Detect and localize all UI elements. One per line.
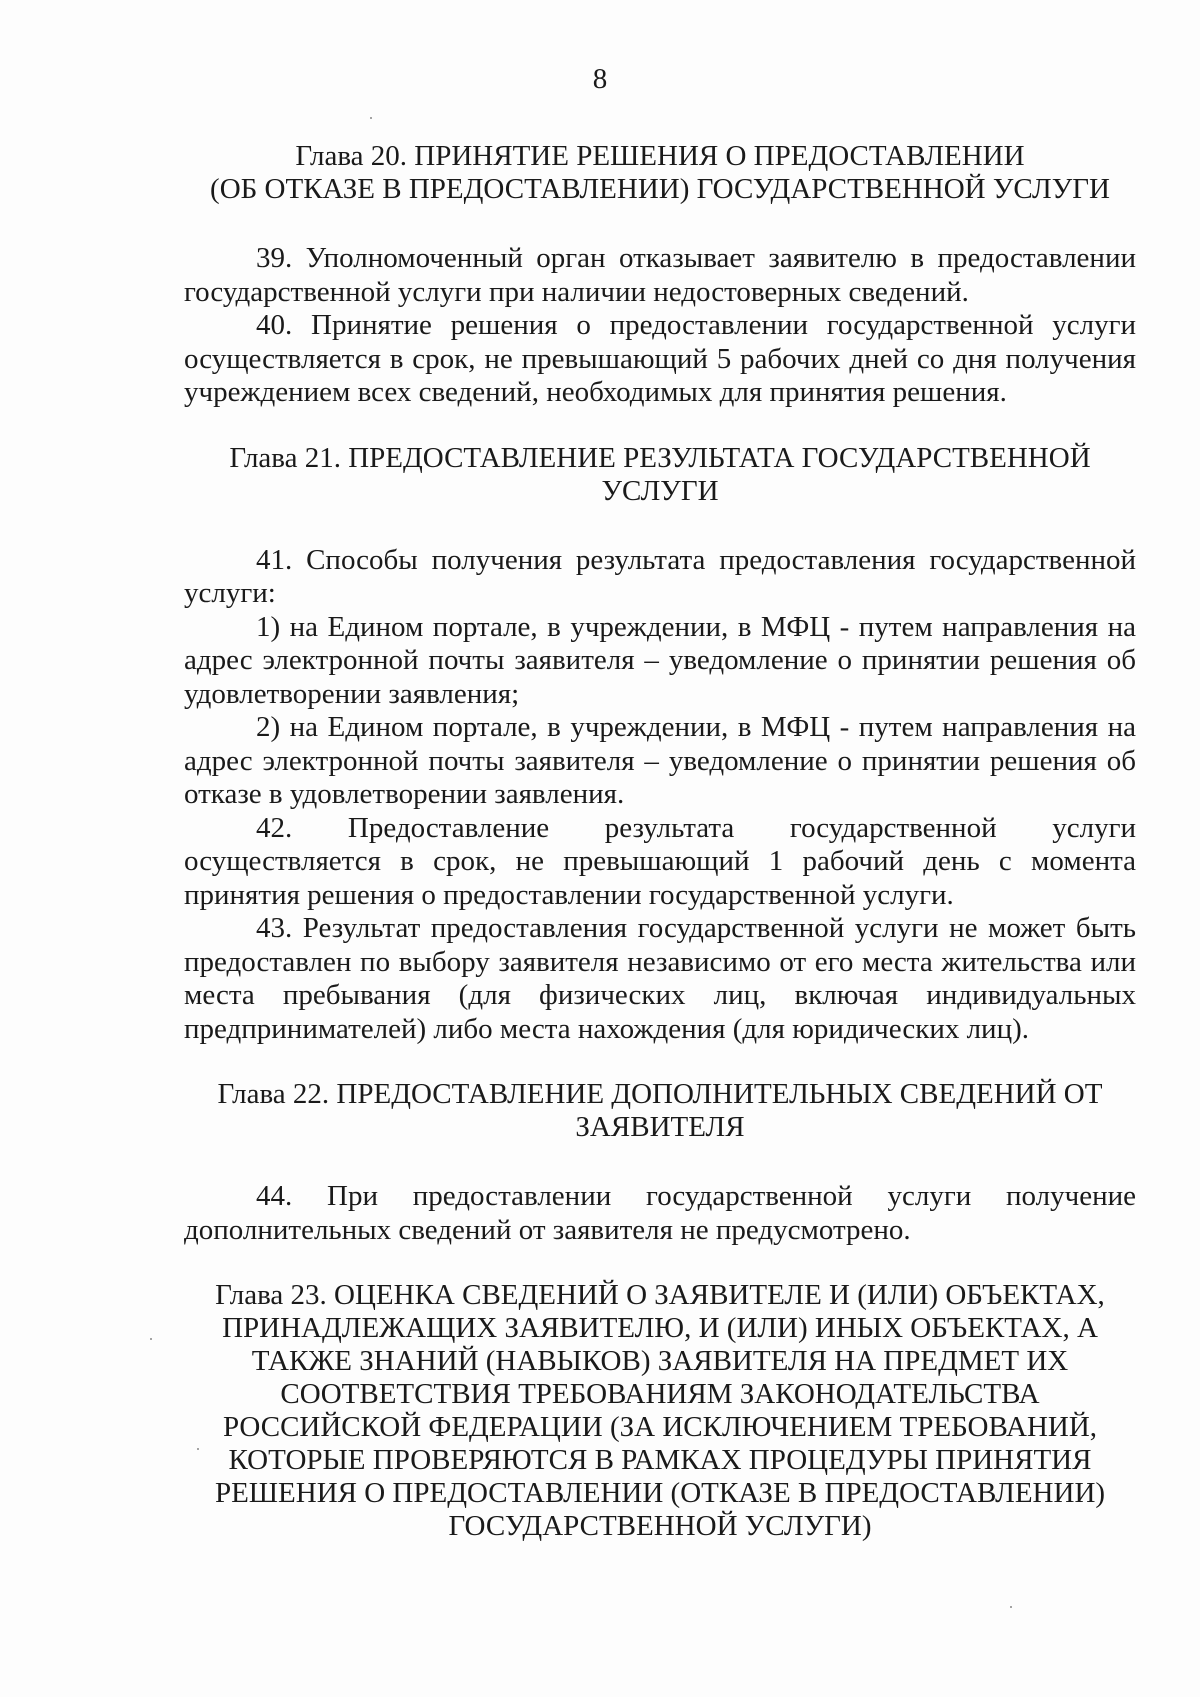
chapter-23-heading — [184, 1279, 1136, 1543]
heading-line: ГОСУДАРСТВЕННОЙ УСЛУГИ) — [448, 1510, 872, 1542]
paragraph-43: 43. Результат предоставления государственной услуги не может быть предоставлен по выбору заявителя независимо от его места жительства или места пребывания (для физических лиц, включая индивидуальных предпринимателей) либо места нахождения (для юридических лиц). — [184, 912, 1136, 1045]
scan-speck — [150, 1338, 152, 1340]
heading-line: Глава 23. ОЦЕНКА СВЕДЕНИЙ О ЗАЯВИТЕЛЕ И (ИЛИ) ОБЪЕКТАХ, — [215, 1279, 1105, 1311]
scan-speck — [1010, 1606, 1012, 1608]
heading-line: УСЛУГИ — [601, 474, 719, 507]
paragraph-41-item-1: 1) на Едином портале, в учреждении, в МФЦ - путем направления на адрес электронной почты заявителя – уведомление о принятии решения об удовлетворении заявления; — [184, 610, 1136, 710]
heading-line: СООТВЕТСТВИЯ ТРЕБОВАНИЯМ ЗАКОНОДАТЕЛЬСТВА — [280, 1378, 1040, 1410]
chapter-22-heading — [184, 1078, 1136, 1144]
paragraph-39: 39. Уполномоченный орган отказывает заявителю в предоставлении государственной услуги при наличии недостоверных сведений. — [184, 242, 1136, 308]
heading-line: (ОБ ОТКАЗЕ В ПРЕДОСТАВЛЕНИИ) ГОСУДАРСТВЕННОЙ УСЛУГИ — [210, 173, 1110, 205]
paragraph-41-item-2: 2) на Едином портале, в учреждении, в МФЦ - путем направления на адрес электронной почты заявителя – уведомление о принятии решения об отказе в удовлетворении заявления. — [184, 711, 1136, 810]
heading-line: Глава 21. ПРЕДОСТАВЛЕНИЕ РЕЗУЛЬТАТА ГОСУДАРСТВЕННОЙ — [229, 441, 1091, 474]
paragraph-41: 41. Способы получения результата предоставления государственной услуги: — [184, 543, 1136, 609]
paragraph-42: 42. Предоставление результата государственной услуги осуществляется в срок, не превышающий 1 рабочий день с момента принятия решения о предоставлении государственной услуги. — [184, 811, 1136, 911]
heading-line: РОССИЙСКОЙ ФЕДЕРАЦИИ (ЗА ИСКЛЮЧЕНИЕМ ТРЕБОВАНИЙ, — [222, 1411, 1098, 1443]
heading-line: Глава 20. ПРИНЯТИЕ РЕШЕНИЯ О ПРЕДОСТАВЛЕНИИ — [295, 140, 1025, 172]
page-number: 8 — [592, 63, 608, 95]
heading-line: ЗАЯВИТЕЛЯ — [575, 1111, 745, 1143]
chapter-20-heading — [184, 140, 1136, 206]
scan-speck — [197, 1448, 199, 1450]
heading-line: РЕШЕНИЯ О ПРЕДОСТАВЛЕНИИ (ОТКАЗЕ В ПРЕДОСТАВЛЕНИИ) — [214, 1477, 1106, 1509]
heading-line: КОТОРЫЕ ПРОВЕРЯЮТСЯ В РАМКАХ ПРОЦЕДУРЫ ПРИНЯТИЯ — [228, 1444, 1092, 1476]
paragraph-40: 40. Принятие решения о предоставлении государственной услуги осуществляется в срок, не превышающий 5 рабочих дней со дня получения учреждением всех сведений, необходимых для принятия решения. — [184, 309, 1136, 408]
scan-speck — [370, 117, 372, 119]
heading-line: ПРИНАДЛЕЖАЩИХ ЗАЯВИТЕЛЮ, И (ИЛИ) ИНЫХ ОБЪЕКТАХ, А — [222, 1312, 1098, 1344]
heading-line: Глава 22. ПРЕДОСТАВЛЕНИЕ ДОПОЛНИТЕЛЬНЫХ СВЕДЕНИЙ ОТ — [217, 1078, 1103, 1110]
chapter-21-heading — [184, 442, 1136, 508]
heading-line: ТАКЖЕ ЗНАНИЙ (НАВЫКОВ) ЗАЯВИТЕЛЯ НА ПРЕДМЕТ ИХ — [251, 1345, 1069, 1377]
paragraph-44: 44. При предоставлении государственной услуги получение дополнительных сведений от заявителя не предусмотрено. — [184, 1180, 1136, 1246]
document-body — [184, 140, 1136, 1543]
